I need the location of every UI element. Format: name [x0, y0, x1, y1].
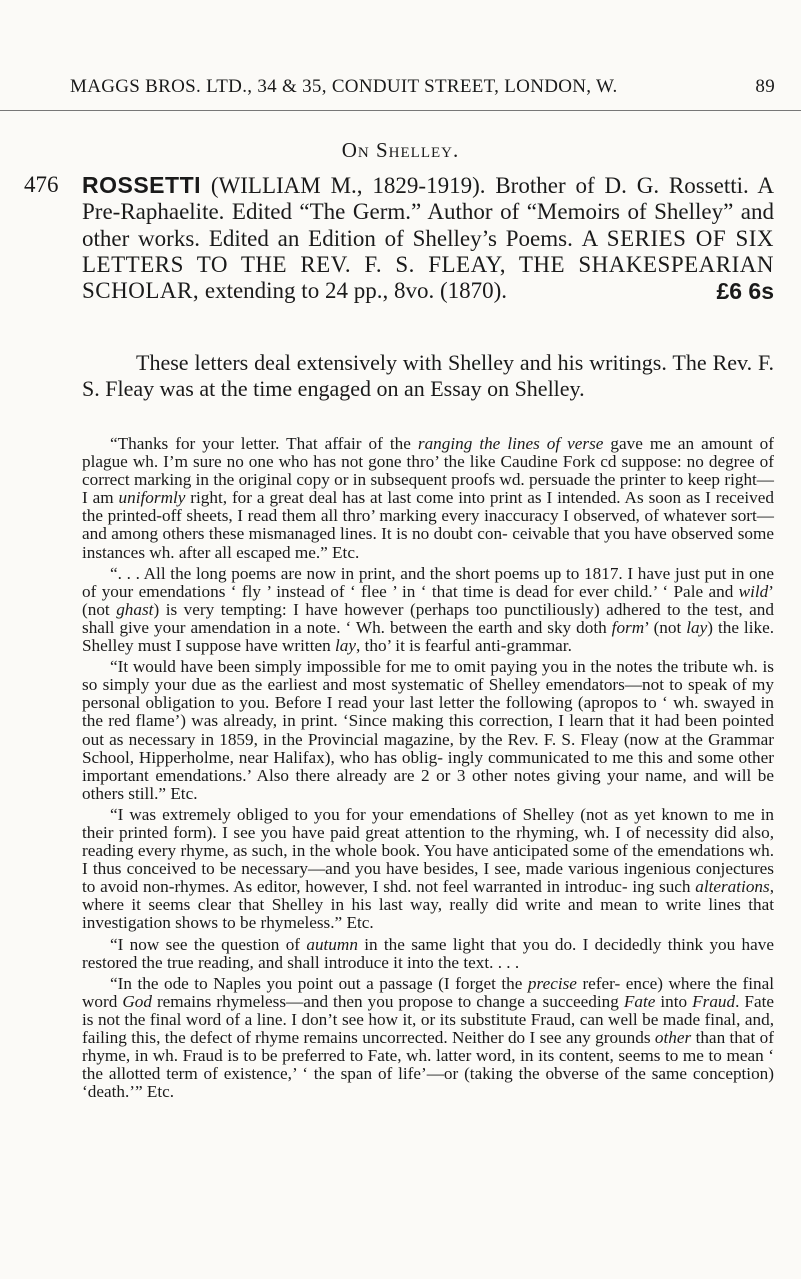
entry-note: These letters deal extensively with Shelley and his writings. The Rev. F. S. Fleay was at the time engaged on an Essay on Shelley. — [82, 350, 774, 401]
section-title: On Shelley. — [341, 138, 460, 162]
letter-paragraph: “I now see the question of autumn in the same light that you do. I decidedly think you have restored the true reading, and shall introduce it into the text. . . . — [82, 934, 774, 972]
running-head — [70, 76, 775, 98]
running-head-title: MAGGS BROS. LTD., 34 & 35, CONDUIT STREET, LONDON, W. — [70, 76, 618, 97]
page-number: 89 — [755, 76, 775, 97]
entry-author: ROSSETTI — [82, 172, 202, 198]
letter-extracts — [82, 435, 774, 1101]
letter-paragraph: “. . . All the long poems are now in print, and the short poems up to 1817. I have just put in one of your emendations ‘ fly ’ instead of ‘ flee ’ in ‘ that time is dead for ever child.’ ‘ Pale and wild’ (not ghast) is very tempting: I have however (perhaps too punctiliously) adhered to the test, and shall give your amendation in a note. ‘ Wh. between the earth and sky doth form’ (not lay) the like. Shelley must I suppose have written lay, tho’ it is fearful anti-grammar. — [82, 563, 774, 656]
letter-paragraph: “It would have been simply impossible for me to omit paying you in the notes the tribute wh. is so simply your due as the earliest and most systematic of Shelley emendators—not to speak of my personal obligation to you. Before I read your last letter the following (apropos to ‘ wh. swayed in the red flame’) was already, in print. ‘Since making this correction, I learn that it had been pointed out as necessary in 1859, in the Provincial magazine, by the Rev. F. S. Fleay (now at the Grammar School, Hipperholme, near Halifax), who has oblig- ingly communicated to me this and some other important emendations.’ Also there already are 2 or 3 other notes giving your name, and will be others still.” Etc. — [82, 657, 774, 803]
header-rule — [0, 110, 801, 111]
letter-paragraph: “I was extremely obliged to you for your emendations of Shelley (not as yet known to me in their printed form). I see you have paid great attention to the rhyming, wh. I of necessity did also, reading every rhyme, as such, in the whole book. You have anticipated some of the emendations wh. I thus conceived to be necessary—and you have besides, I see, made various ingenious conjectures to avoid non-rhymes. As editor, however, I shd. not feel warranted in introduc- ing such alterations, where it seems clear that Shelley in his last way, really did write and mean to write lines that investigation shows to be rhymeless.” Etc. — [82, 804, 774, 933]
letter-paragraph: “In the ode to Naples you point out a passage (I forget the precise refer- ence) where the final word God remains rhymeless—and then you propose to change a succeeding Fate into Fraud. Fate is not the final word of a line. I don’t see how it, or its substitute Fraud, can well be made final, and, failing this, the defect of rhyme remains uncorrected. Neither do I see any grounds other than that of rhyme, in wh. Fraud is to be preferred to Fate, wh. latter word, in its content, seems to me to mean ‘ the allotted term of existence,’ ‘ the span of life’—or (taking the obverse of the same conception) ‘death.’” Etc. — [82, 973, 775, 1102]
entry-title: A SERIES OF SIX LETTERS TO THE REV. F. S. FLEAY, THE SHAKESPEARIAN SCHOLAR, — [82, 225, 775, 304]
entry-author-details: (WILLIAM M., 1829-1919). Brother of D. G. Rossetti. A Pre-Raphaelite. Edited “The Germ.” Author of “Memoirs of Shelley” and other works. Edited an Edition of Shelley’s Poems. — [82, 173, 775, 251]
letter-paragraph: “Thanks for your letter. That affair of the ranging the lines of verse gave me an amount of plague wh. I’m sure no one who has not gone thro’ the like Caudine Fork cd suppose: no degree of correct marking in the original copy or in subsequent proofs wd. persuade the printer to keep right—I am uniformly right, for a great deal has at last come into print as I intended. As soon as I received the printed-off sheets, I read them all thro’ marking every inaccuracy I observed, of whatever sort—and among others these mismanaged lines. It is no doubt con- ceivable that you have observed some instances wh. after all escaped me.” Etc. — [82, 434, 774, 562]
entry-collation: extending to 24 pp., 8vo. (1870). — [204, 278, 508, 304]
entry-price: £6 6s — [716, 278, 774, 305]
lot-number: 476 — [24, 172, 59, 197]
entry-heading — [82, 172, 774, 304]
